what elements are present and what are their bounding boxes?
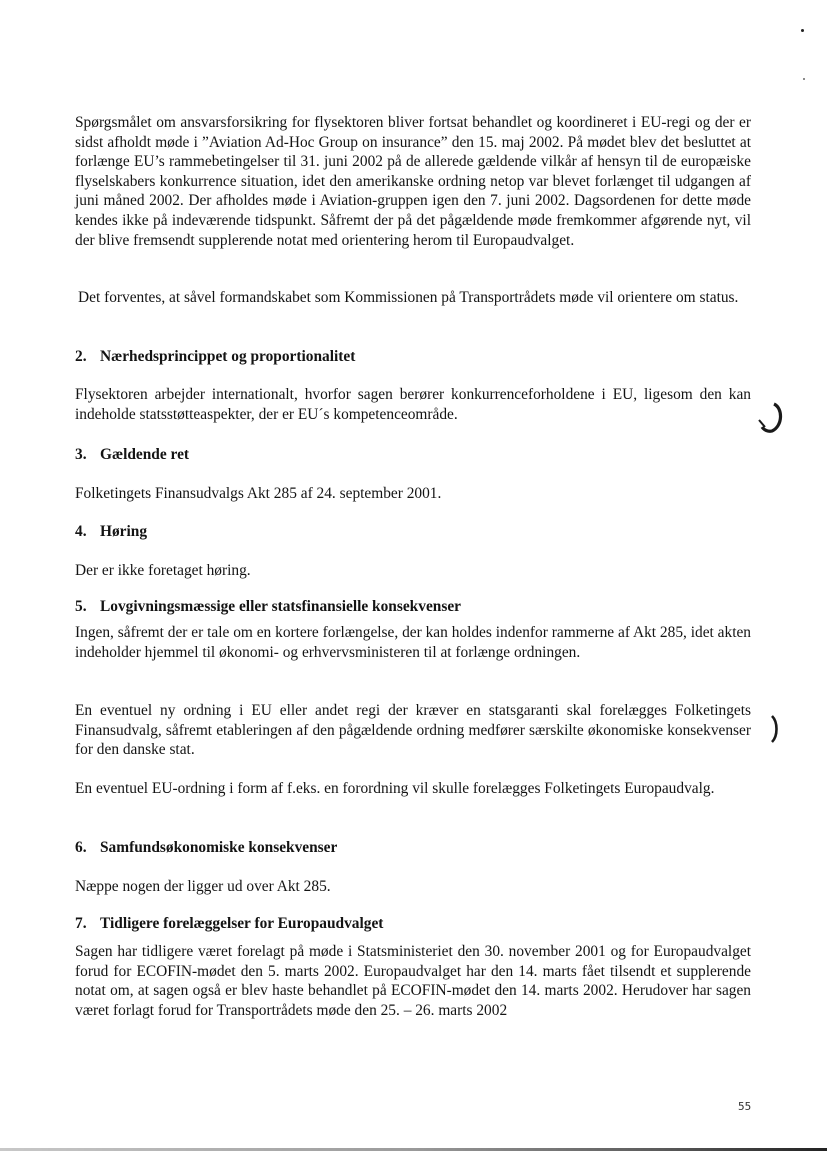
margin-hole-mark-top (756, 400, 786, 436)
intro-paragraph-1: Spørgsmålet om ansvarsforsikring for flysektoren bliver fortsat behandlet og koordineret i EU-regi og der er sidst afholdt møde i ”Aviation Ad-Hoc Group on insurance” den 15. maj 2002. På mødet blev det besluttet at forlænge EU’s rammebetingelser til 31. juni 2002 på de allerede gældende vilkår af hensyn til de europæiske flyselskabers konkurrence situation, idet den amerikanske ordning netop var blevet forlænget til udgangen af juni måned 2002. Der afholdes møde i Aviation-gruppen igen den 7. juni 2002. Dagsordenen for dette møde kendes ikke på indeværende tidspunkt. Såfremt der på det pågældende møde fremkommer afgørende nyt, vil der blive fremsendt supplerende notat med orientering herom til Europaudvalget. (75, 114, 751, 249)
section-4-title: Høring (100, 523, 148, 540)
section-3-paragraph: Folketingets Finansudvalgs Akt 285 af 24. september 2001. (75, 485, 442, 502)
section-6-title: Samfundsøkonomiske konsekvenser (100, 839, 338, 856)
section-5-heading (75, 597, 461, 617)
scan-speck (801, 29, 804, 32)
section-2-title: Nærhedsprincippet og proportionalitet (100, 348, 356, 365)
section-5-paragraph-2: En eventuel ny ordning i EU eller andet regi der kræver en statsgaranti skal forelægges Folketingets Finansudvalg, såfremt etableringen af den pågældende ordning medfører særskilte økonomiske konsekvenser for den danske stat. (75, 702, 751, 759)
section-2-paragraph: Flysektoren arbejder internationalt, hvorfor sagen berører konkurrenceforholdene i EU, ligesom den kan indeholde statsstøtteaspekter, der er EU´s kompetenceområde. (75, 386, 751, 423)
section-5-number: 5. (75, 598, 87, 615)
section-7-title: Tidligere forelæggelser for Europaudvalget (100, 915, 384, 932)
section-2-number: 2. (75, 348, 87, 365)
section-3-heading (75, 445, 189, 465)
section-5-paragraph-3: En eventuel EU-ordning i form af f.eks. en forordning vil skulle forelægges Folketingets Europaudvalg. (75, 780, 715, 797)
scan-speck (803, 78, 805, 80)
section-4-paragraph: Der er ikke foretaget høring. (75, 562, 251, 579)
margin-hole-mark-bottom (766, 712, 784, 746)
section-5-paragraph-1: Ingen, såfremt der er tale om en kortere forlængelse, der kan holdes indenfor rammerne af Akt 285, idet akten indeholder hjemmel til økonomi- og erhvervsministeren til at forlænge ordningen. (75, 624, 751, 661)
section-4-number: 4. (75, 523, 87, 540)
section-7-number: 7. (75, 915, 87, 932)
section-2-heading (75, 347, 355, 367)
section-5-title: Lovgivningsmæssige eller statsfinansielle konsekvenser (100, 598, 461, 615)
section-6-number: 6. (75, 839, 87, 856)
section-6-heading (75, 838, 337, 858)
section-6-paragraph: Næppe nogen der ligger ud over Akt 285. (75, 878, 331, 895)
page-number: 55 (738, 1100, 752, 1113)
section-3-title: Gældende ret (100, 446, 190, 463)
section-7-heading (75, 914, 383, 934)
section-3-number: 3. (75, 446, 87, 463)
intro-paragraph-2: Det forventes, at såvel formandskabet som Kommissionen på Transportrådets møde vil orientere om status. (78, 289, 739, 306)
section-7-paragraph: Sagen har tidligere været forelagt på møde i Statsministeriet den 30. november 2001 og for Europaudvalget forud for ECOFIN-mødet den 5. marts 2002. Europaudvalget har den 14. marts fået tilsendt et supplerende notat om, at sagen også er blev haste behandlet på ECOFIN-mødet den 14. marts 2002. Herudover har sagen været forlagt forud for Transportrådets møde den 25. – 26. marts 2002 (75, 943, 751, 1019)
scan-edge-line (0, 1148, 827, 1151)
section-4-heading (75, 522, 147, 542)
